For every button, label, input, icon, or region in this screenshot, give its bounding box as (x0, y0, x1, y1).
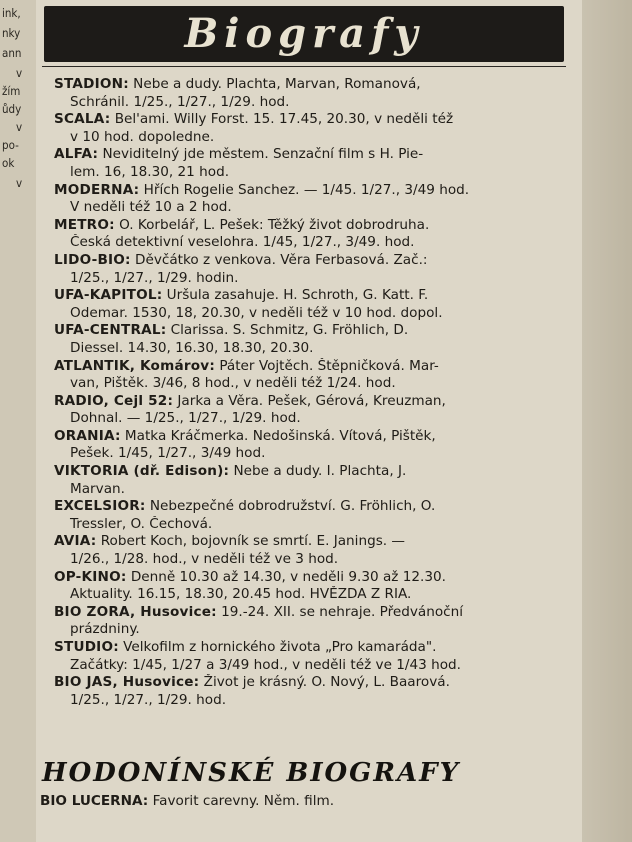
entry-line (54, 322, 574, 340)
cinema-entry (54, 428, 574, 463)
fragment-text: v (16, 66, 23, 80)
entry-line (54, 94, 574, 112)
cinema-program: v 10 hod. dopoledne. (70, 128, 215, 145)
cinema-name: BIO ZORA, Husovice: (54, 603, 217, 620)
entry-line (54, 498, 574, 516)
entry-line (54, 129, 574, 147)
fragment-text: ink, (2, 6, 21, 20)
entry-line (54, 375, 574, 393)
entry-line (54, 692, 574, 710)
entry-line (54, 182, 574, 200)
entry-line (54, 569, 574, 587)
entry-line (54, 516, 574, 534)
cinema-program: Robert Koch, bojovník se smrtí. E. Janings. — (100, 533, 406, 550)
cinema-name: LIDO-BIO: (54, 251, 131, 268)
cinema-name: OP-KINO: (54, 568, 127, 585)
cinema-program: Aktuality. 16.15, 18.30, 20.45 hod. HVĚZDA Z RIA. (70, 586, 412, 603)
cinema-entry (54, 111, 574, 146)
cinema-entry (54, 498, 574, 533)
fragment-text: žím (2, 84, 21, 98)
cinema-name: STUDIO: (54, 639, 119, 655)
entry-line (54, 270, 574, 288)
entry-line (54, 674, 574, 692)
cinema-name: AVIA: (54, 533, 97, 550)
cinema-program: Matka Kráčmerka. Nedošinská. Vítová, Pištěk, (124, 427, 436, 444)
entry-line (54, 146, 574, 164)
cinema-entry (54, 674, 574, 709)
cinema-program: Nebe a dudy. Plachta, Marvan, Romanová, (133, 76, 421, 92)
entry-line (54, 445, 574, 463)
cinema-program: Marvan. (70, 480, 125, 497)
cinema-program: 1/25., 1/27., 1/29. hodin. (70, 269, 239, 286)
entry-line (54, 428, 574, 446)
cinema-entry (54, 604, 574, 639)
cinema-entry (54, 182, 574, 217)
cinema-program: Tressler, O. Čechová. (70, 515, 213, 532)
entry-line (54, 639, 574, 657)
fragment-text: ann (2, 46, 22, 60)
entry-line (54, 252, 574, 270)
entry-line (54, 76, 574, 94)
cinema-entry (40, 793, 580, 809)
cinema-entry (54, 358, 574, 393)
entry-line (54, 287, 574, 305)
cinema-program: O. Korbelář, L. Pešek: Těžký život dobrodruha. (119, 216, 430, 233)
cinema-program: Pešek. 1/45, 1/27., 3/49 hod. (70, 445, 266, 462)
cinema-program: Česká detektivní veselohra. 1/45, 1/27., 3/49. hod. (70, 234, 415, 251)
cinema-name: ALFA: (54, 146, 99, 163)
adjacent-column-fragment (0, 0, 37, 842)
entry-line (54, 586, 574, 604)
entry-line (54, 604, 574, 622)
entry-line (54, 410, 574, 428)
cinema-name: SCALA: (54, 111, 111, 128)
cinema-name: UFA-CENTRAL: (54, 322, 167, 339)
cinema-program: Bel'ami. Willy Forst. 15. 17.45, 20.30, v neděli též (114, 111, 454, 128)
cinema-program: V neděli též 10 a 2 hod. (70, 199, 232, 216)
entry-line (54, 463, 574, 481)
entry-line (54, 305, 574, 323)
entry-line (54, 234, 574, 252)
cinema-program: Diessel. 14.30, 16.30, 18.30, 20.30. (70, 339, 314, 356)
cinema-name: BIO JAS, Husovice: (54, 674, 200, 691)
cinema-name: RADIO, Cejl 52: (54, 392, 174, 409)
cinema-entry (54, 639, 574, 674)
cinema-program: Nebe a dudy. I. Plachta, J. (233, 463, 407, 480)
cinema-program: Život je krásný. O. Nový, L. Baarová. (203, 674, 450, 691)
cinema-program: Hřích Rogelie Sanchez. — 1/45. 1/27., 3/49 hod. (143, 181, 470, 198)
cinema-name: VIKTORIA (dř. Edison): (54, 463, 230, 480)
cinema-name: ORANIA: (54, 427, 121, 444)
entry-line (54, 358, 574, 376)
entry-line (54, 551, 574, 569)
entry-line (54, 111, 574, 129)
divider (42, 66, 566, 67)
cinema-program: Uršula zasahuje. H. Schroth, G. Katt. F. (166, 287, 429, 304)
cinema-name: BIO LUCERNA: (40, 793, 149, 809)
cinema-entry (54, 252, 574, 287)
cinema-entry (54, 569, 574, 604)
cinema-name: UFA-KAPITOL: (54, 287, 163, 304)
cinema-listings (54, 76, 574, 709)
cinema-program: Clarissa. S. Schmitz, G. Fröhlich, D. (170, 322, 409, 339)
fragment-text: v (16, 176, 23, 190)
fragment-text: ok (2, 156, 15, 170)
cinema-program: Děvčátko z venkova. Věra Ferbasová. Zač.: (135, 251, 428, 268)
fragment-text: po- (2, 138, 19, 152)
cinema-program: Neviditelný jde městem. Senzační film s H. Pie- (102, 146, 424, 163)
entry-line (54, 217, 574, 235)
cinema-program: Nebezpečné dobrodružství. G. Fröhlich, O. (149, 498, 436, 515)
cinema-entry (54, 287, 574, 322)
cinema-entry (54, 217, 574, 252)
cinema-program: Schránil. 1/25., 1/27., 1/29. hod. (70, 93, 290, 110)
cinema-program: Páter Vojtěch. Štěpničková. Mar- (219, 357, 439, 374)
cinema-program: 1/25., 1/27., 1/29. hod. (70, 691, 227, 708)
entry-line (54, 533, 574, 551)
cinema-program: Začátky: 1/45, 1/27 a 3/49 hod., v neděli též ve 1/43 hod. (70, 656, 461, 673)
cinema-name: STADION: (54, 76, 129, 92)
cinema-program: prázdniny. (70, 621, 140, 638)
section-title: Biografy (184, 10, 424, 57)
cinema-name: EXCELSIOR: (54, 498, 146, 515)
cinema-program: Favorit carevny. Něm. film. (152, 793, 335, 809)
cinema-listings-column (36, 0, 582, 842)
cinema-name: ATLANTIK, Komárov: (54, 357, 215, 374)
cinema-program: Jarka a Věra. Pešek, Gérová, Kreuzman, (177, 392, 446, 409)
section-header (44, 6, 564, 62)
cinema-program: Denně 10.30 až 14.30, v neděli 9.30 až 12.30. (130, 568, 446, 585)
cinema-entry (54, 393, 574, 428)
entry-line (54, 621, 574, 639)
cinema-program: Velkofilm z hornického života „Pro kamaráda". (123, 639, 437, 655)
cinema-entry (54, 76, 574, 111)
cinema-program: lem. 16, 18.30, 21 hod. (70, 163, 230, 180)
cinema-entry (54, 146, 574, 181)
cinema-program: van, Pištěk. 3/46, 8 hod., v neděli též 1/24. hod. (70, 375, 396, 392)
entry-line (54, 481, 574, 499)
entry-line (54, 199, 574, 217)
cinema-program: 1/26., 1/28. hod., v neděli též ve 3 hod. (70, 551, 339, 568)
cinema-entry (54, 322, 574, 357)
cinema-entry (54, 463, 574, 498)
page-edge (582, 0, 632, 842)
fragment-text: v (16, 120, 23, 134)
entry-line (54, 164, 574, 182)
cinema-program: Dohnal. — 1/25., 1/27., 1/29. hod. (70, 410, 301, 427)
cinema-program: 19.-24. XII. se nehraje. Předvánoční (221, 603, 464, 620)
subsection-title: HODONÍNSKÉ BIOGRAFY (42, 758, 461, 788)
fragment-text: nky (2, 26, 21, 40)
entry-line (54, 393, 574, 411)
cinema-entry (54, 533, 574, 568)
entry-line (54, 340, 574, 358)
fragment-text: ůdy (2, 102, 22, 116)
entry-line (54, 657, 574, 675)
cinema-program: Odemar. 1530, 18, 20.30, v neděli též v 10 hod. dopol. (70, 304, 443, 321)
cinema-name: METRO: (54, 216, 115, 233)
cinema-name: MODERNA: (54, 181, 140, 198)
